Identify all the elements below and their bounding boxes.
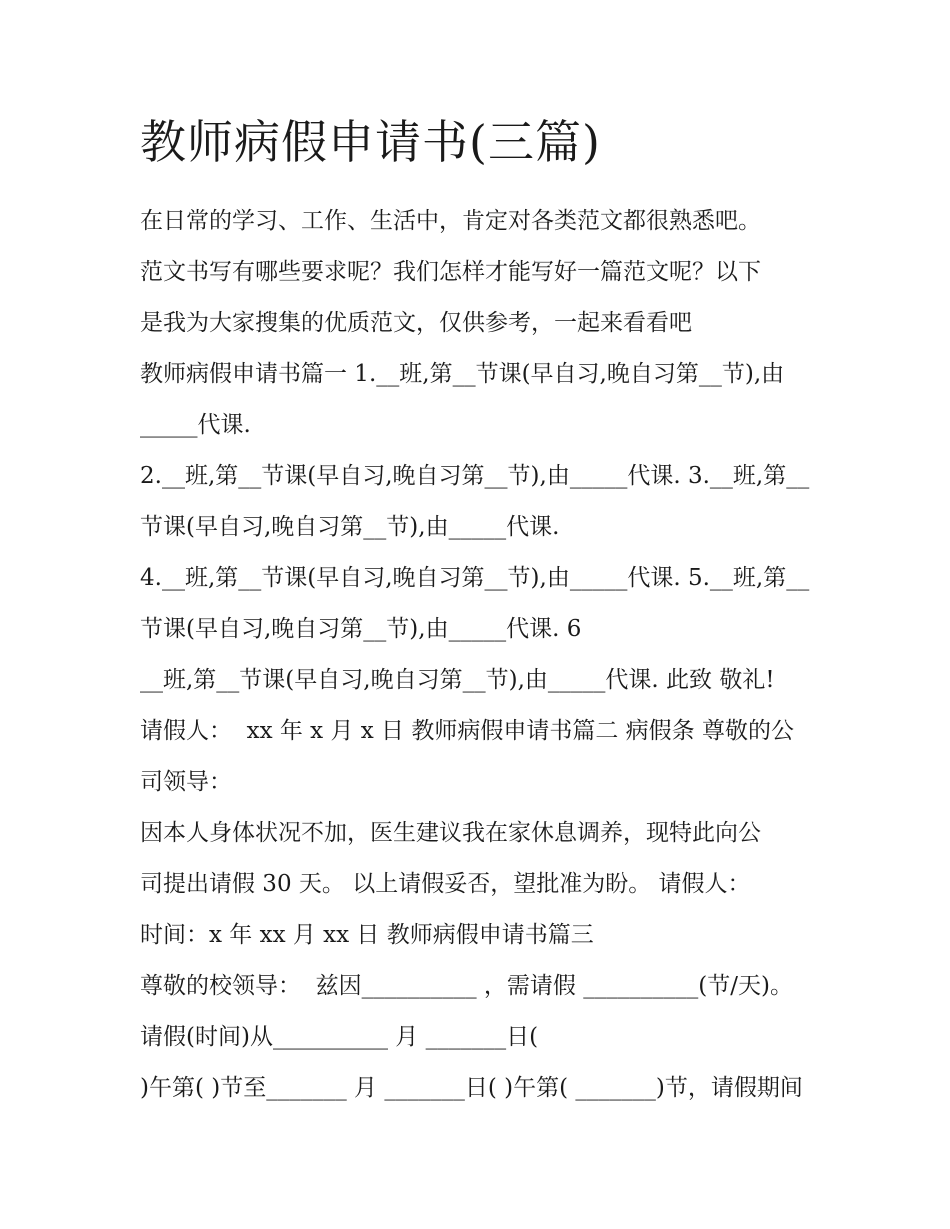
body-line: 4.__班,第__节课(早自习,晚自习第__节),由_____代课. 5.__班,第__ (140, 565, 810, 591)
body-line: 在日常的学习、工作、生活中，肯定对各类范文都很熟悉吧。 (140, 208, 761, 234)
body-line: 时间：x 年 xx 月 xx 日 教师病假申请书篇三 (140, 922, 594, 948)
body-line: )午第( )节至_______ 月 _______日( )午第( _______)节，请假期间 (140, 1075, 803, 1101)
body-line: 范文书写有哪些要求呢？我们怎样才能写好一篇范文呢？以下 (140, 259, 761, 285)
document-title: 教师病假申请书(三篇) (140, 115, 601, 169)
body-line: 请假(时间)从__________ 月 _______日( (140, 1024, 539, 1050)
body-line: 请假人： xx 年 x 月 x 日 教师病假申请书篇二 病假条 尊敬的公 (140, 718, 794, 744)
body-line: 节课(早自习,晚自习第__节),由_____代课. (140, 514, 560, 540)
body-line: __班,第__节课(早自习,晚自习第__节),由_____代课. 此致 敬礼! (140, 667, 775, 693)
body-line: _____代课. (140, 412, 251, 438)
body-line: 是我为大家搜集的优质范文，仅供参考，一起来看看吧 (140, 310, 692, 336)
body-line: 司提出请假 30 天。 以上请假妥否，望批准为盼。 请假人： (140, 871, 751, 897)
body-line: 因本人身体状况不加，医生建议我在家休息调养，现特此向公 (140, 820, 761, 846)
body-line: 节课(早自习,晚自习第__节),由_____代课. 6 (140, 616, 582, 642)
body-line: 2.__班,第__节课(早自习,晚自习第__节),由_____代课. 3.__班,第__ (140, 463, 810, 489)
body-line: 司领导： (140, 769, 232, 795)
body-line: 教师病假申请书篇一 1.__班,第__节课(早自习,晚自习第__节),由 (140, 361, 785, 387)
body-line: 尊敬的校领导： 兹因__________ ，需请假 __________(节/天)。 (140, 973, 793, 999)
